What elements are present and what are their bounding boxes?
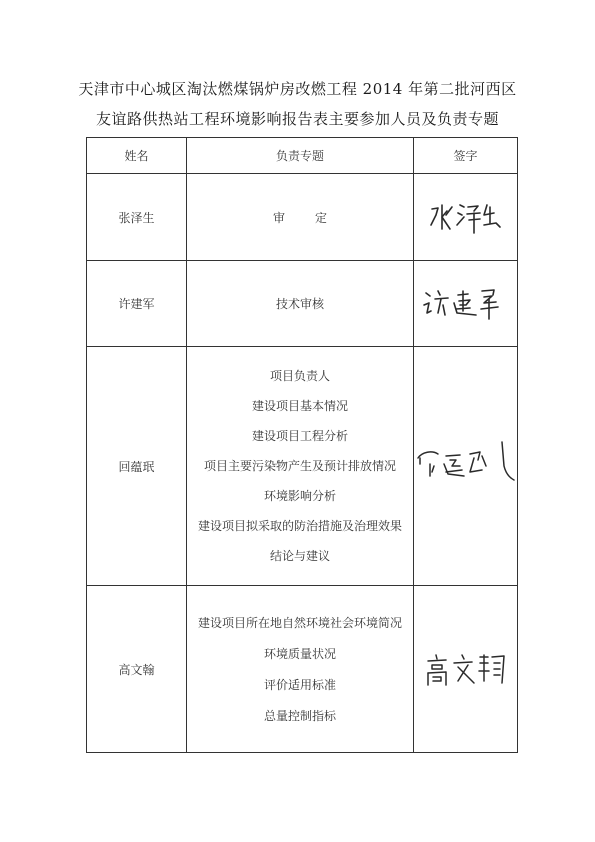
topic-item: 项目负责人 — [269, 369, 330, 383]
topic-item: 评价适用标准 — [263, 677, 336, 692]
header-name: 姓名 — [87, 138, 187, 174]
topic-item: 建设项目所在地自然环境社会环境简况 — [197, 615, 402, 630]
person-name: 高文翰 — [87, 586, 187, 753]
topic-cell — [187, 174, 414, 261]
document-title-line-1: 天津市中心城区淘汰燃煤锅炉房改燃工程 2014 年第二批河西区 — [78, 80, 517, 98]
person-name: 回蕴珉 — [87, 347, 187, 586]
topic-item: 环境质量状况 — [263, 646, 336, 661]
document-title-line-2: 友谊路供热站工程环境影响报告表主要参加人员及负责专题 — [95, 110, 499, 128]
topic-cell — [187, 347, 414, 586]
handwritten-signature — [424, 195, 508, 239]
topic-item: 项目主要污染物产生及预计排放情况 — [203, 459, 396, 473]
topic-item: 审定 — [272, 210, 357, 225]
topic-item: 结论与建议 — [269, 549, 330, 563]
table-row — [87, 174, 518, 261]
signature-cell — [414, 347, 518, 586]
signature-cell — [414, 586, 518, 753]
handwritten-signature — [416, 436, 516, 496]
person-name: 许建军 — [87, 261, 187, 347]
topic-item: 建设项目拟采取的防治措施及治理效果 — [197, 519, 402, 533]
header-topic: 负责专题 — [187, 138, 414, 174]
topic-item: 技术审核 — [275, 297, 324, 311]
topic-item: 建设项目工程分析 — [251, 429, 348, 443]
table-row — [87, 347, 518, 586]
signature-cell — [414, 174, 518, 261]
topic-item: 建设项目基本情况 — [251, 399, 348, 413]
signature-cell — [414, 261, 518, 347]
topic-list — [187, 368, 413, 564]
handwritten-signature — [422, 647, 510, 691]
topic-list — [187, 615, 413, 724]
table-row — [87, 261, 518, 347]
topic-item: 环境影响分析 — [263, 489, 336, 503]
topic-cell — [187, 261, 414, 347]
topic-cell — [187, 586, 414, 753]
topic-item: 总量控制指标 — [263, 708, 336, 723]
person-name: 张泽生 — [87, 174, 187, 261]
handwritten-signature — [418, 279, 514, 329]
personnel-table — [86, 137, 518, 753]
table-row — [87, 586, 518, 753]
header-signature: 签字 — [414, 138, 518, 174]
table-header-row — [87, 138, 518, 174]
